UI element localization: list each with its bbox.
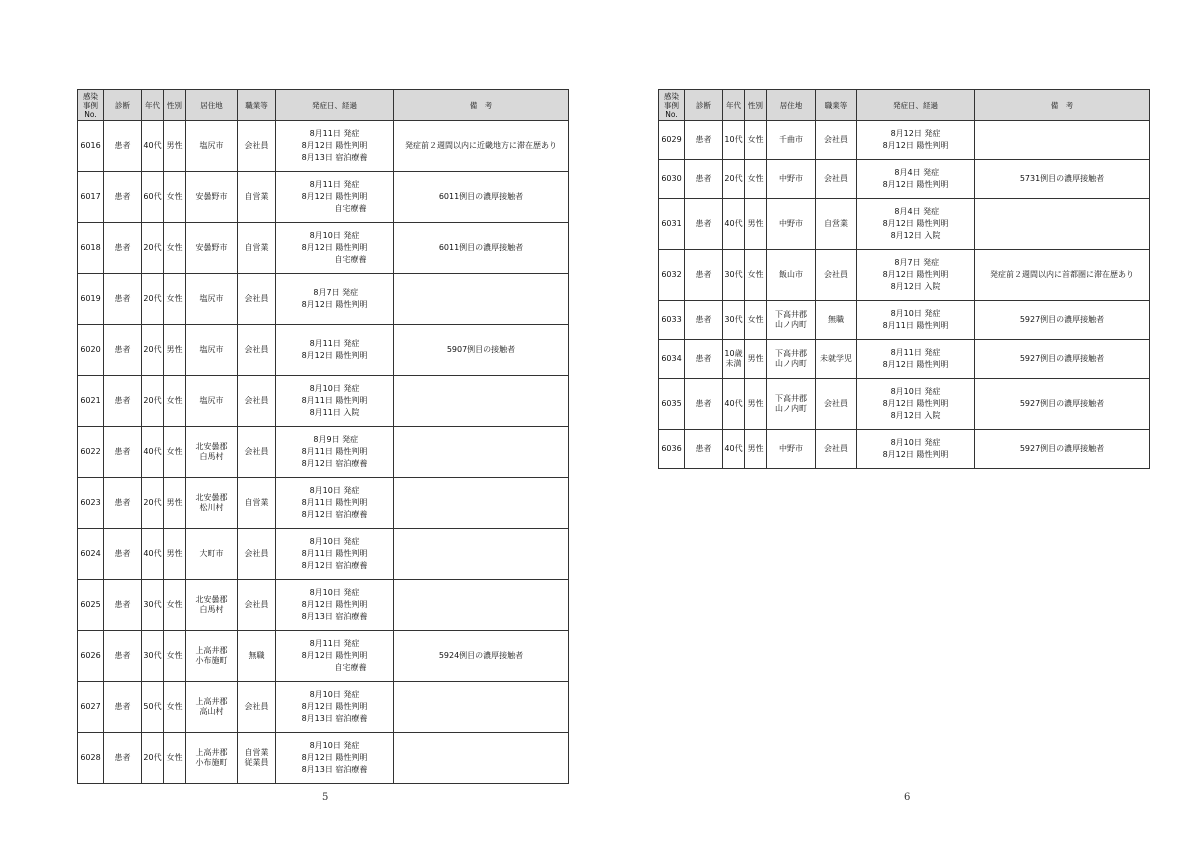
cell-case-no: 6028	[78, 733, 104, 784]
page-number: 5	[322, 792, 329, 803]
cell-diagnosis: 患者	[685, 340, 723, 379]
cell-age: 40代	[142, 529, 164, 580]
cell-course: 8月10日 発症 8月11日 陽性判明 8月12日 宿泊療養	[276, 478, 394, 529]
header-diagnosis: 診断	[685, 90, 723, 121]
cell-remarks: 6011例目の濃厚接触者	[394, 223, 569, 274]
cell-residence: 北安曇郡 白馬村	[186, 427, 238, 478]
cell-remarks	[394, 580, 569, 631]
cell-age: 30代	[723, 250, 745, 301]
cell-case-no: 6017	[78, 172, 104, 223]
cell-sex: 女性	[164, 631, 186, 682]
cell-residence: 中野市	[767, 160, 816, 199]
table-row	[659, 379, 1150, 430]
cell-occupation: 会社員	[238, 682, 276, 733]
header-course: 発症日、経過	[276, 90, 394, 121]
cell-sex: 女性	[164, 274, 186, 325]
cell-age: 60代	[142, 172, 164, 223]
cell-diagnosis: 患者	[104, 223, 142, 274]
cell-sex: 女性	[745, 301, 767, 340]
cell-remarks	[394, 274, 569, 325]
cell-course: 8月12日 発症 8月12日 陽性判明	[857, 121, 975, 160]
table-row	[78, 529, 569, 580]
cell-remarks: 5924例目の濃厚接触者	[394, 631, 569, 682]
cell-residence: 中野市	[767, 430, 816, 469]
cell-diagnosis: 患者	[104, 325, 142, 376]
cell-course: 8月10日 発症 8月11日 陽性判明 8月11日 入院	[276, 376, 394, 427]
cell-diagnosis: 患者	[104, 172, 142, 223]
cell-diagnosis: 患者	[104, 376, 142, 427]
cell-age: 30代	[723, 301, 745, 340]
header-remarks: 備 考	[394, 90, 569, 121]
cell-occupation: 会社員	[238, 325, 276, 376]
header-sex: 性別	[164, 90, 186, 121]
cell-remarks	[394, 427, 569, 478]
table-row	[78, 223, 569, 274]
cell-diagnosis: 患者	[685, 301, 723, 340]
cell-residence: 下高井郡 山ノ内町	[767, 379, 816, 430]
table-row	[78, 121, 569, 172]
cell-sex: 男性	[164, 478, 186, 529]
header-course: 発症日、経過	[857, 90, 975, 121]
cell-case-no: 6033	[659, 301, 685, 340]
cell-course: 8月7日 発症 8月12日 陽性判明	[276, 274, 394, 325]
header-case-no: 感染 事例 No.	[78, 90, 104, 121]
cell-remarks	[394, 529, 569, 580]
header-age: 年代	[142, 90, 164, 121]
cell-case-no: 6020	[78, 325, 104, 376]
cell-sex: 女性	[164, 223, 186, 274]
cell-diagnosis: 患者	[685, 199, 723, 250]
cell-course: 8月10日 発症 8月12日 陽性判明 自宅療養	[276, 223, 394, 274]
cell-case-no: 6032	[659, 250, 685, 301]
cell-course: 8月11日 発症 8月12日 陽性判明 自宅療養	[276, 172, 394, 223]
cell-case-no: 6030	[659, 160, 685, 199]
table-row	[659, 160, 1150, 199]
table-row	[659, 199, 1150, 250]
cell-age: 20代	[142, 478, 164, 529]
cell-diagnosis: 患者	[685, 250, 723, 301]
cell-remarks: 5907例目の接触者	[394, 325, 569, 376]
cell-diagnosis: 患者	[104, 274, 142, 325]
header-occupation: 職業等	[816, 90, 857, 121]
case-table-page-6	[658, 89, 1150, 469]
table-row	[78, 172, 569, 223]
cell-sex: 女性	[164, 172, 186, 223]
cell-case-no: 6022	[78, 427, 104, 478]
cell-age: 20代	[142, 376, 164, 427]
cell-age: 20代	[142, 274, 164, 325]
cell-course: 8月10日 発症 8月12日 陽性判明 8月13日 宿泊療養	[276, 733, 394, 784]
cell-remarks: 発症前２週間以内に首都圏に滞在歴あり	[975, 250, 1150, 301]
cell-occupation: 会社員	[816, 160, 857, 199]
cell-residence: 塩尻市	[186, 325, 238, 376]
cell-sex: 男性	[164, 121, 186, 172]
cell-occupation: 会社員	[238, 274, 276, 325]
cell-remarks	[975, 121, 1150, 160]
cell-occupation: 無職	[238, 631, 276, 682]
header-residence: 居住地	[186, 90, 238, 121]
cell-remarks: 5927例目の濃厚接触者	[975, 379, 1150, 430]
cell-occupation: 会社員	[816, 430, 857, 469]
header-residence: 居住地	[767, 90, 816, 121]
cell-diagnosis: 患者	[104, 733, 142, 784]
cell-sex: 女性	[745, 250, 767, 301]
cell-course: 8月11日 発症 8月12日 陽性判明 8月13日 宿泊療養	[276, 121, 394, 172]
cell-course: 8月10日 発症 8月11日 陽性判明	[857, 301, 975, 340]
cell-remarks: 5927例目の濃厚接触者	[975, 430, 1150, 469]
cell-residence: 塩尻市	[186, 121, 238, 172]
cell-occupation: 未就学児	[816, 340, 857, 379]
table-row	[78, 478, 569, 529]
cell-age: 20代	[142, 733, 164, 784]
table-row	[78, 427, 569, 478]
header-sex: 性別	[745, 90, 767, 121]
cell-remarks	[394, 682, 569, 733]
cell-occupation: 自営業	[238, 478, 276, 529]
cell-age: 10代	[723, 121, 745, 160]
cell-residence: 上高井郡 小布施町	[186, 733, 238, 784]
cell-remarks: 6011例目の濃厚接触者	[394, 172, 569, 223]
table-row	[659, 340, 1150, 379]
cell-occupation: 自営業	[238, 172, 276, 223]
cell-residence: 北安曇郡 白馬村	[186, 580, 238, 631]
cell-diagnosis: 患者	[104, 631, 142, 682]
case-rows	[78, 121, 569, 784]
cell-remarks: 5927例目の濃厚接触者	[975, 301, 1150, 340]
cell-occupation: 会社員	[816, 121, 857, 160]
cell-diagnosis: 患者	[104, 121, 142, 172]
cell-remarks	[394, 478, 569, 529]
cell-age: 40代	[723, 379, 745, 430]
cell-course: 8月7日 発症 8月12日 陽性判明 8月12日 入院	[857, 250, 975, 301]
cell-diagnosis: 患者	[104, 478, 142, 529]
cell-sex: 男性	[745, 199, 767, 250]
cell-occupation: 会社員	[238, 529, 276, 580]
cell-course: 8月10日 発症 8月12日 陽性判明	[857, 430, 975, 469]
cell-sex: 女性	[164, 733, 186, 784]
cell-occupation: 会社員	[238, 121, 276, 172]
cell-sex: 男性	[745, 340, 767, 379]
cell-residence: 塩尻市	[186, 376, 238, 427]
cell-sex: 男性	[164, 325, 186, 376]
cell-residence: 塩尻市	[186, 274, 238, 325]
cell-occupation: 会社員	[816, 379, 857, 430]
page-number: 6	[904, 792, 911, 803]
header-age: 年代	[723, 90, 745, 121]
cell-occupation: 会社員	[238, 427, 276, 478]
cell-course: 8月10日 発症 8月11日 陽性判明 8月12日 宿泊療養	[276, 529, 394, 580]
table-row	[78, 376, 569, 427]
cell-course: 8月4日 発症 8月12日 陽性判明 8月12日 入院	[857, 199, 975, 250]
cell-case-no: 6018	[78, 223, 104, 274]
cell-case-no: 6021	[78, 376, 104, 427]
header-diagnosis: 診断	[104, 90, 142, 121]
cell-sex: 女性	[164, 427, 186, 478]
cell-sex: 女性	[745, 160, 767, 199]
cell-course: 8月4日 発症 8月12日 陽性判明	[857, 160, 975, 199]
cell-course: 8月10日 発症 8月12日 陽性判明 8月13日 宿泊療養	[276, 580, 394, 631]
cell-age: 40代	[723, 430, 745, 469]
cell-case-no: 6023	[78, 478, 104, 529]
case-table-page-5	[77, 89, 569, 784]
header-case-no: 感染 事例 No.	[659, 90, 685, 121]
table-row	[78, 274, 569, 325]
header-remarks: 備 考	[975, 90, 1150, 121]
cell-residence: 上高井郡 小布施町	[186, 631, 238, 682]
cell-diagnosis: 患者	[685, 160, 723, 199]
header-occupation: 職業等	[238, 90, 276, 121]
table-row	[78, 580, 569, 631]
cell-age: 50代	[142, 682, 164, 733]
cell-diagnosis: 患者	[685, 121, 723, 160]
table-row	[659, 121, 1150, 160]
cell-sex: 男性	[745, 430, 767, 469]
cell-case-no: 6031	[659, 199, 685, 250]
cell-age: 20代	[723, 160, 745, 199]
cell-age: 20代	[142, 223, 164, 274]
case-rows	[659, 121, 1150, 469]
cell-remarks: 5927例目の濃厚接触者	[975, 340, 1150, 379]
cell-sex: 女性	[745, 121, 767, 160]
cell-sex: 女性	[164, 682, 186, 733]
cell-occupation: 会社員	[238, 376, 276, 427]
cell-diagnosis: 患者	[104, 580, 142, 631]
cell-course: 8月11日 発症 8月12日 陽性判明	[276, 325, 394, 376]
cell-case-no: 6027	[78, 682, 104, 733]
cell-case-no: 6026	[78, 631, 104, 682]
cell-sex: 女性	[164, 580, 186, 631]
cell-sex: 女性	[164, 376, 186, 427]
page-6	[600, 0, 1200, 848]
cell-diagnosis: 患者	[104, 529, 142, 580]
cell-residence: 安曇野市	[186, 172, 238, 223]
cell-residence: 上高井郡 高山村	[186, 682, 238, 733]
cell-residence: 中野市	[767, 199, 816, 250]
table-row	[78, 325, 569, 376]
cell-age: 40代	[142, 427, 164, 478]
table-header-row	[659, 90, 1150, 121]
cell-occupation: 自営業 従業員	[238, 733, 276, 784]
cell-occupation: 会社員	[238, 580, 276, 631]
table-row	[659, 250, 1150, 301]
cell-age: 30代	[142, 631, 164, 682]
table-row	[659, 301, 1150, 340]
cell-case-no: 6034	[659, 340, 685, 379]
cell-occupation: 無職	[816, 301, 857, 340]
cell-age: 40代	[142, 121, 164, 172]
cell-diagnosis: 患者	[685, 379, 723, 430]
cell-residence: 飯山市	[767, 250, 816, 301]
table-header-row	[78, 90, 569, 121]
table-row	[78, 682, 569, 733]
cell-case-no: 6025	[78, 580, 104, 631]
cell-age: 10歳 未満	[723, 340, 745, 379]
cell-course: 8月11日 発症 8月12日 陽性判明	[857, 340, 975, 379]
cell-diagnosis: 患者	[104, 682, 142, 733]
cell-remarks: 5731例目の濃厚接触者	[975, 160, 1150, 199]
cell-sex: 男性	[164, 529, 186, 580]
cell-diagnosis: 患者	[104, 427, 142, 478]
cell-case-no: 6024	[78, 529, 104, 580]
cell-remarks	[975, 199, 1150, 250]
cell-sex: 男性	[745, 379, 767, 430]
cell-residence: 千曲市	[767, 121, 816, 160]
cell-occupation: 会社員	[816, 250, 857, 301]
cell-remarks	[394, 376, 569, 427]
cell-diagnosis: 患者	[685, 430, 723, 469]
cell-case-no: 6019	[78, 274, 104, 325]
cell-remarks	[394, 733, 569, 784]
cell-residence: 大町市	[186, 529, 238, 580]
table-row	[78, 733, 569, 784]
table-row	[659, 430, 1150, 469]
cell-course: 8月10日 発症 8月12日 陽性判明 8月12日 入院	[857, 379, 975, 430]
cell-case-no: 6016	[78, 121, 104, 172]
cell-course: 8月9日 発症 8月11日 陽性判明 8月12日 宿泊療養	[276, 427, 394, 478]
cell-case-no: 6035	[659, 379, 685, 430]
cell-case-no: 6029	[659, 121, 685, 160]
cell-course: 8月10日 発症 8月12日 陽性判明 8月13日 宿泊療養	[276, 682, 394, 733]
cell-remarks: 発症前２週間以内に近畿地方に滞在歴あり	[394, 121, 569, 172]
cell-age: 20代	[142, 325, 164, 376]
cell-residence: 安曇野市	[186, 223, 238, 274]
cell-residence: 下高井郡 山ノ内町	[767, 340, 816, 379]
cell-age: 40代	[723, 199, 745, 250]
cell-occupation: 自営業	[816, 199, 857, 250]
cell-course: 8月11日 発症 8月12日 陽性判明 自宅療養	[276, 631, 394, 682]
table-row	[78, 631, 569, 682]
cell-residence: 下高井郡 山ノ内町	[767, 301, 816, 340]
cell-occupation: 自営業	[238, 223, 276, 274]
cell-age: 30代	[142, 580, 164, 631]
cell-residence: 北安曇郡 松川村	[186, 478, 238, 529]
cell-case-no: 6036	[659, 430, 685, 469]
